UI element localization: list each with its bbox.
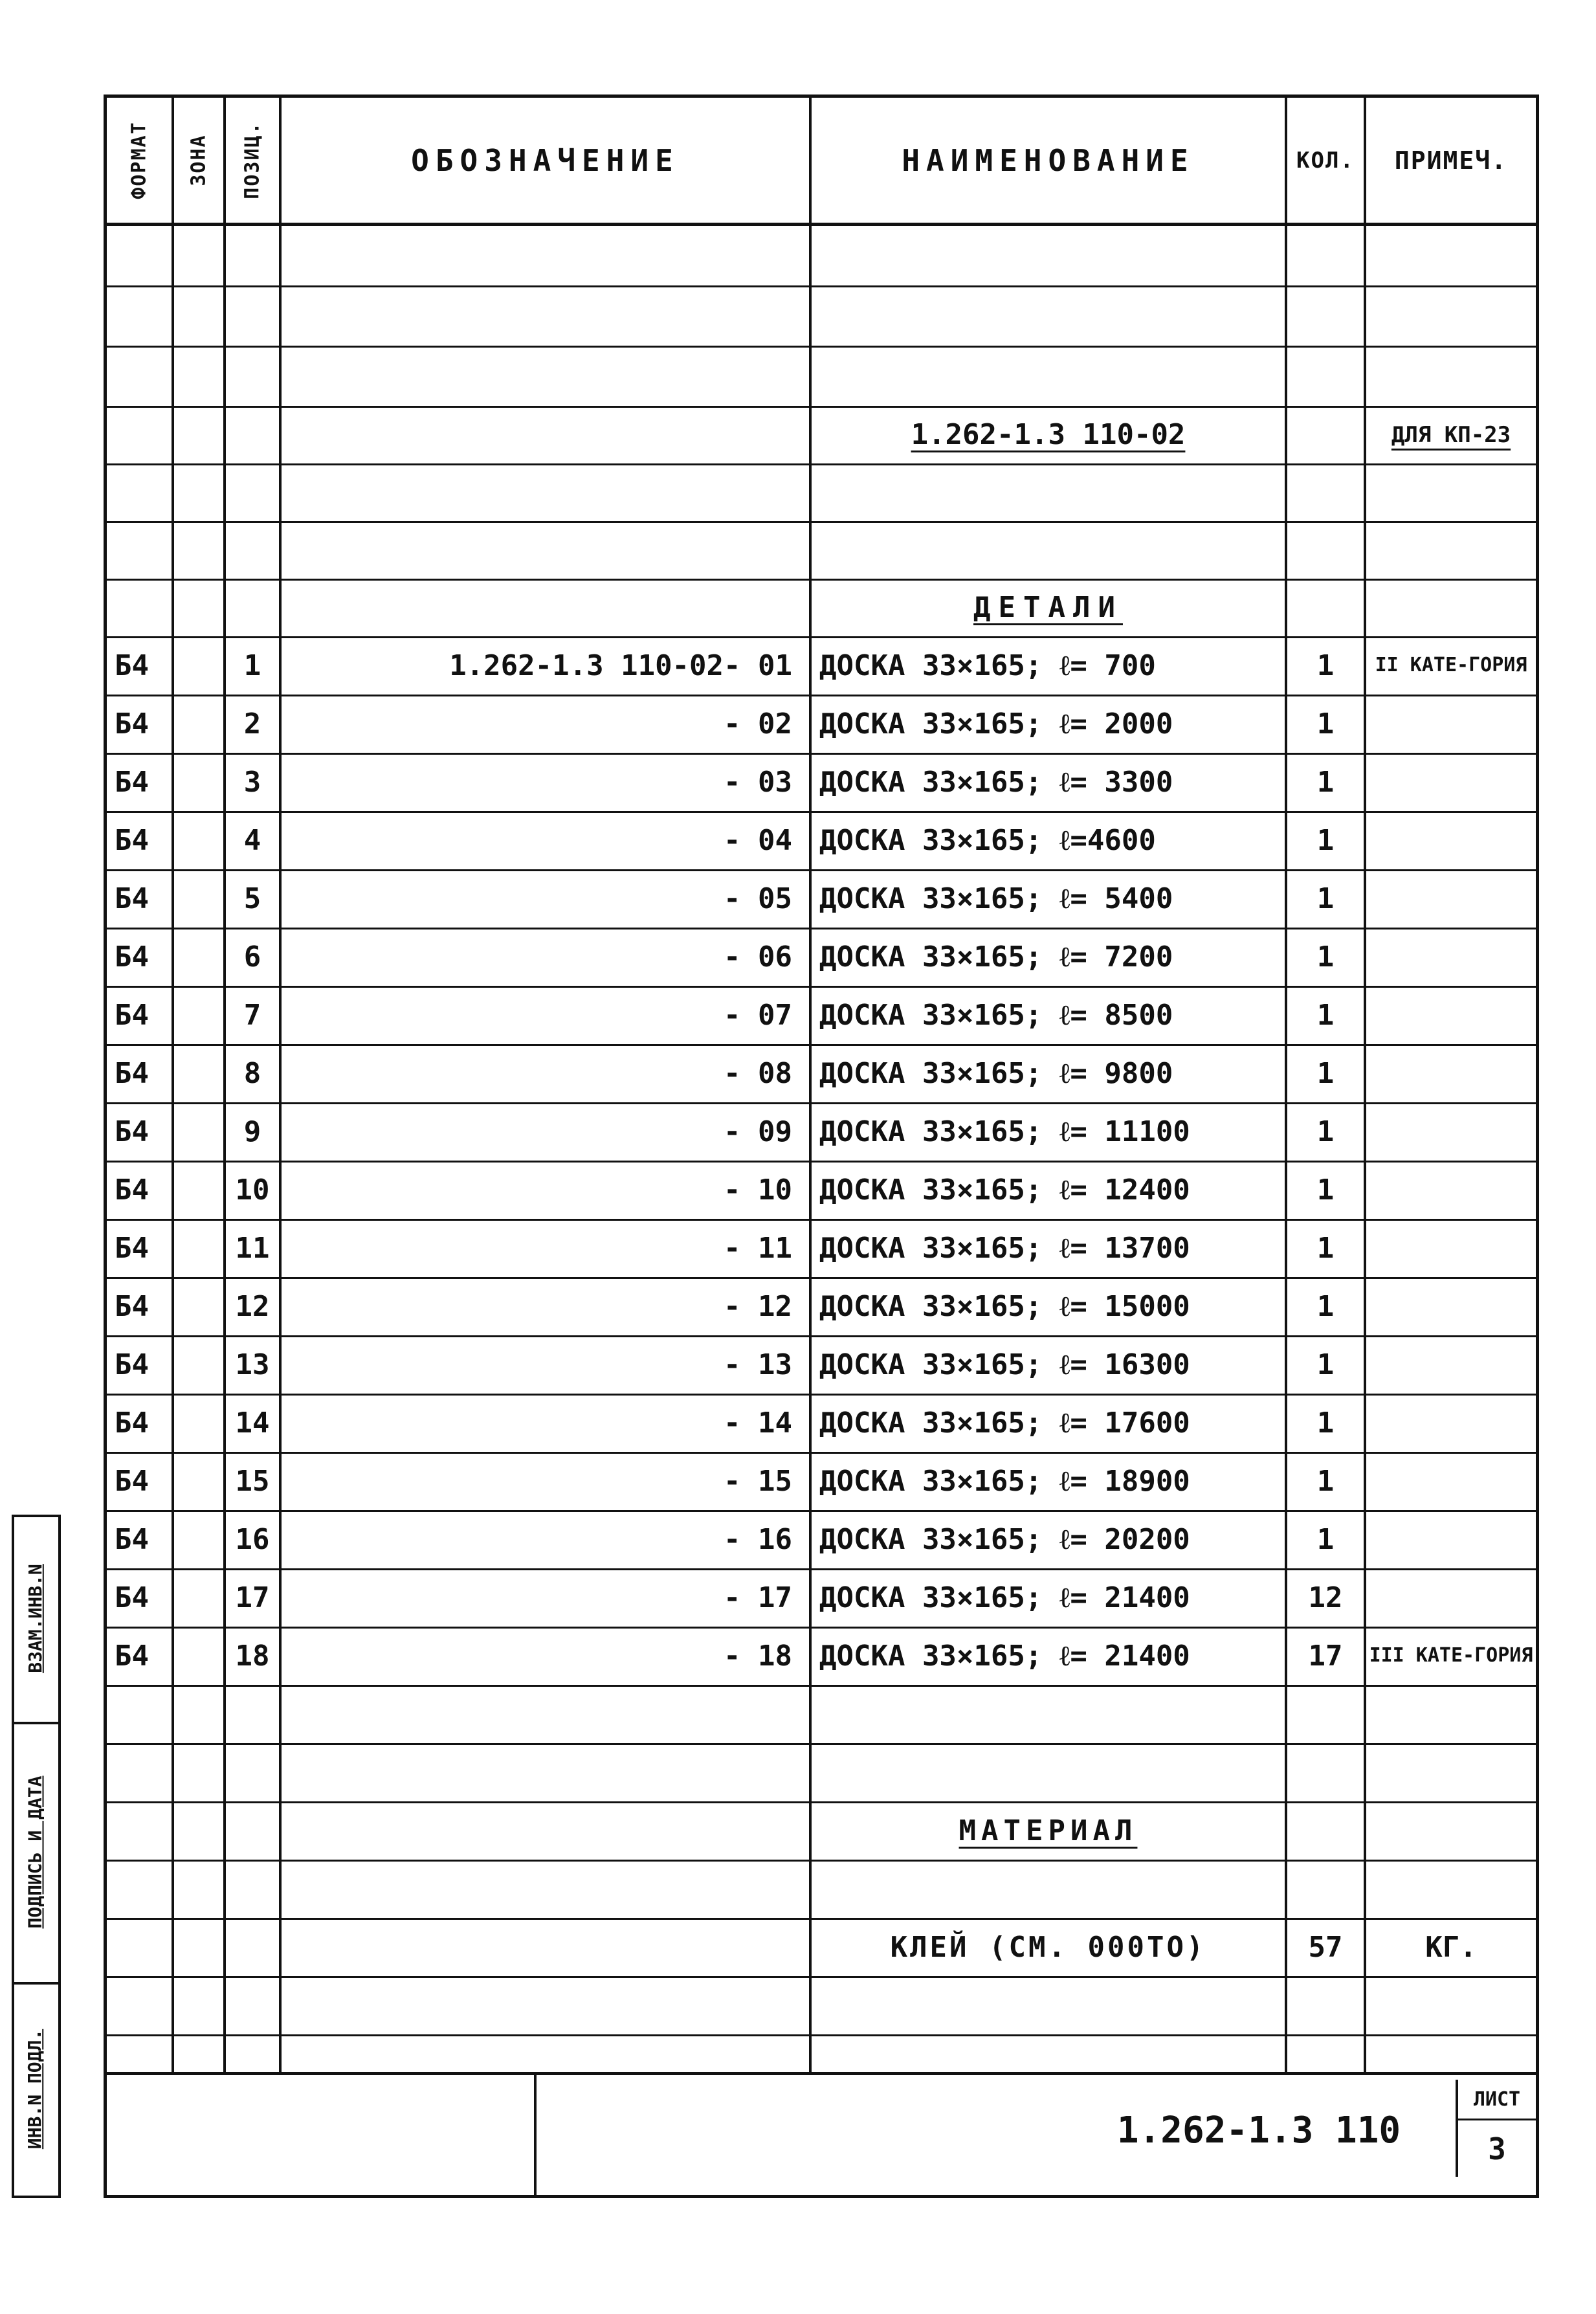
row-pos: 2 <box>243 707 261 740</box>
header-note: ПРИМЕЧ. <box>1394 146 1508 175</box>
row-name: ДОСКА 33×165; ℓ=4600 <box>819 823 1156 857</box>
row-qty: 1 <box>1316 649 1335 682</box>
row-pos: 11 <box>235 1231 270 1265</box>
material-note: КГ. <box>1425 1930 1477 1964</box>
spec-sheet <box>104 95 1539 2198</box>
row-name: ДОСКА 33×165; ℓ= 7200 <box>819 940 1173 973</box>
row-name: ДОСКА 33×165; ℓ= 11100 <box>819 1115 1190 1148</box>
row-line <box>107 346 1536 348</box>
row-format: Б4 <box>115 1231 149 1265</box>
assembly-note: ДЛЯ КП-23 <box>1391 421 1511 448</box>
col-line <box>1364 98 1366 2072</box>
row-name: ДОСКА 33×165; ℓ= 20200 <box>819 1522 1190 1556</box>
row-pos: 10 <box>235 1173 270 1207</box>
row-format: Б4 <box>115 1522 149 1556</box>
row-line <box>107 463 1536 465</box>
row-qty: 1 <box>1316 823 1335 857</box>
row-name: ДОСКА 33×165; ℓ= 15000 <box>819 1289 1190 1323</box>
col-line <box>172 98 174 2072</box>
row-name: ДОСКА 33×165; ℓ= 18900 <box>819 1464 1190 1498</box>
row-designation: - 13 <box>724 1348 792 1381</box>
row-format: Б4 <box>115 765 149 799</box>
row-line <box>107 521 1536 523</box>
material-name: КЛЕЙ (СМ. 000ТО) <box>890 1930 1206 1964</box>
row-qty: 1 <box>1316 1115 1335 1148</box>
sheet-number: 3 <box>1488 2131 1506 2166</box>
row-pos: 14 <box>235 1406 270 1440</box>
row-format: Б4 <box>115 1115 149 1148</box>
row-pos: 15 <box>235 1464 270 1498</box>
row-pos: 4 <box>243 823 261 857</box>
sheet-label: ЛИСТ <box>1473 2087 1521 2111</box>
row-pos: 16 <box>235 1522 270 1556</box>
row-designation: - 10 <box>724 1173 792 1207</box>
row-qty: 1 <box>1316 1173 1335 1207</box>
row-name: ДОСКА 33×165; ℓ= 21400 <box>819 1639 1190 1673</box>
row-pos: 3 <box>243 765 261 799</box>
side-stamp <box>12 1515 104 2198</box>
row-qty: 12 <box>1308 1581 1343 1614</box>
header-qty: КОЛ. <box>1296 147 1355 173</box>
row-line <box>107 1976 1536 1978</box>
row-pos: 5 <box>243 882 261 915</box>
row-designation: - 11 <box>724 1231 792 1265</box>
doc-code: 1.262-1.3 110 <box>1116 2109 1401 2152</box>
row-pos: 9 <box>243 1115 261 1148</box>
row-line <box>107 1685 1536 1687</box>
row-designation: - 08 <box>724 1056 792 1090</box>
row-line <box>107 1860 1536 1862</box>
row-name: ДОСКА 33×165; ℓ= 17600 <box>819 1406 1190 1440</box>
header-format: ФОРМАТ <box>127 121 151 199</box>
row-pos: 17 <box>235 1581 270 1614</box>
material-qty: 57 <box>1308 1930 1343 1964</box>
row-pos: 13 <box>235 1348 270 1381</box>
side-inv-orig: ИНВ.N ПОДЛ. <box>24 2029 46 2149</box>
row-name: ДОСКА 33×165; ℓ= 8500 <box>819 998 1173 1032</box>
row-name: ДОСКА 33×165; ℓ= 700 <box>819 649 1156 682</box>
row-qty: 1 <box>1316 882 1335 915</box>
row-designation: - 06 <box>724 940 792 973</box>
row-name: ДОСКА 33×165; ℓ= 13700 <box>819 1231 1190 1265</box>
row-designation: - 12 <box>724 1289 792 1323</box>
row-format: Б4 <box>115 940 149 973</box>
row-line <box>107 2034 1536 2036</box>
row-note: II КАТЕ-ГОРИЯ <box>1375 654 1527 676</box>
row-format: Б4 <box>115 1173 149 1207</box>
row-format: Б4 <box>115 823 149 857</box>
row-pos: 12 <box>235 1289 270 1323</box>
header-zone: ЗОНА <box>187 134 210 186</box>
row-qty: 1 <box>1316 1056 1335 1090</box>
row-format: Б4 <box>115 1406 149 1440</box>
row-name: ДОСКА 33×165; ℓ= 9800 <box>819 1056 1173 1090</box>
header-name: НАИМЕНОВАНИЕ <box>902 142 1195 178</box>
row-designation: - 16 <box>724 1522 792 1556</box>
row-name: ДОСКА 33×165; ℓ= 12400 <box>819 1173 1190 1207</box>
assembly-name: 1.262-1.3 110-02 <box>911 418 1186 451</box>
row-name: ДОСКА 33×165; ℓ= 2000 <box>819 707 1173 740</box>
row-name: ДОСКА 33×165; ℓ= 21400 <box>819 1581 1190 1614</box>
row-format: Б4 <box>115 707 149 740</box>
row-line <box>107 285 1536 287</box>
row-designation: - 05 <box>724 882 792 915</box>
row-line <box>107 1743 1536 1745</box>
side-replace-inv: ВЗАМ.ИНВ.N <box>24 1563 46 1673</box>
row-name: ДОСКА 33×165; ℓ= 5400 <box>819 882 1173 915</box>
row-format: Б4 <box>115 1289 149 1323</box>
row-format: Б4 <box>115 1464 149 1498</box>
row-note: III КАТЕ-ГОРИЯ <box>1369 1644 1533 1667</box>
row-pos: 18 <box>235 1639 270 1673</box>
row-designation: - 09 <box>724 1115 792 1148</box>
row-qty: 1 <box>1316 998 1335 1032</box>
row-qty: 1 <box>1316 1522 1335 1556</box>
row-name: ДОСКА 33×165; ℓ= 16300 <box>819 1348 1190 1381</box>
row-designation: - 17 <box>724 1581 792 1614</box>
row-designation: - 14 <box>724 1406 792 1440</box>
sheet-box-divider <box>1456 2119 1536 2120</box>
row-designation: - 03 <box>724 765 792 799</box>
row-format: Б4 <box>115 998 149 1032</box>
row-format: Б4 <box>115 1056 149 1090</box>
row-qty: 1 <box>1316 1231 1335 1265</box>
row-format: Б4 <box>115 1348 149 1381</box>
row-format: Б4 <box>115 882 149 915</box>
section-material: МАТЕРИАЛ <box>959 1814 1138 1847</box>
row-qty: 1 <box>1316 1406 1335 1440</box>
row-designation: - 02 <box>724 707 792 740</box>
title-block-divider <box>534 2072 537 2195</box>
side-stamp-divider <box>12 2196 58 2198</box>
header-designation: ОБОЗНАЧЕНИЕ <box>411 142 680 178</box>
row-designation: 1.262-1.3 110-02- 01 <box>449 649 792 682</box>
row-pos: 7 <box>243 998 261 1032</box>
row-qty: 1 <box>1316 940 1335 973</box>
side-sign-date: ПОДПИСЬ И ДАТА <box>24 1775 46 1929</box>
row-qty: 1 <box>1316 1464 1335 1498</box>
row-pos: 6 <box>243 940 261 973</box>
row-qty: 1 <box>1316 1289 1335 1323</box>
row-name: ДОСКА 33×165; ℓ= 3300 <box>819 765 1173 799</box>
row-pos: 8 <box>243 1056 261 1090</box>
row-qty: 1 <box>1316 707 1335 740</box>
row-format: Б4 <box>115 1581 149 1614</box>
row-line <box>107 223 1536 226</box>
row-pos: 1 <box>243 649 261 682</box>
title-block-line <box>107 2072 1536 2075</box>
header-position: ПОЗИЦ. <box>241 121 264 199</box>
row-format: Б4 <box>115 649 149 682</box>
row-qty: 17 <box>1308 1639 1343 1673</box>
row-qty: 1 <box>1316 1348 1335 1381</box>
section-details: ДЕТАЛИ <box>973 591 1123 624</box>
row-designation: - 07 <box>724 998 792 1032</box>
side-stamp-border <box>58 1515 61 2198</box>
row-designation: - 15 <box>724 1464 792 1498</box>
row-format: Б4 <box>115 1639 149 1673</box>
row-designation: - 04 <box>724 823 792 857</box>
row-designation: - 18 <box>724 1639 792 1673</box>
row-qty: 1 <box>1316 765 1335 799</box>
